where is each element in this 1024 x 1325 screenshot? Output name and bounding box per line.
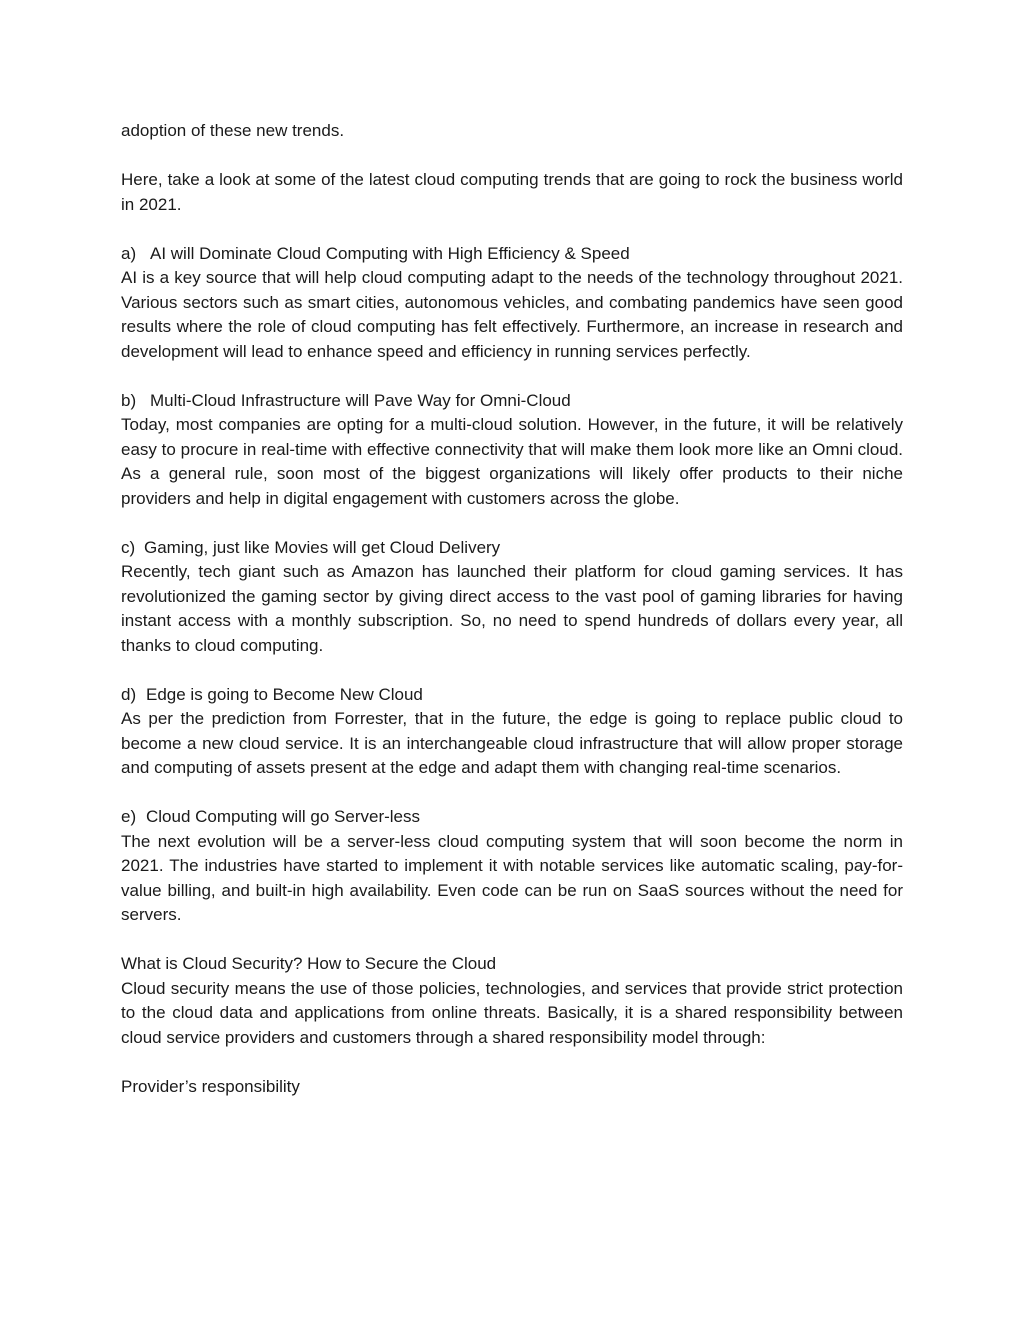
- trend-section-b: [121, 389, 903, 512]
- trend-body-c: Recently, tech giant such as Amazon has launched their platform for cloud gaming services. It has revolutionized the gaming sector by giving direct access to the vast pool of gaming libraries for having instant access with a monthly subscription. So, no need to spend hundreds of dollars every year, all thanks to cloud computing.: [121, 562, 903, 655]
- security-body: Cloud security means the use of those policies, technologies, and services that provide strict protection to the cloud data and applications from online threats. Basically, it is a shared responsibility between cloud service providers and customers through a shared responsibility model through:: [121, 978, 903, 1047]
- document-page: [121, 119, 903, 1124]
- trend-title-c: Gaming, just like Movies will get Cloud Delivery: [144, 537, 501, 557]
- security-section: [121, 952, 903, 1050]
- trend-title-a: AI will Dominate Cloud Computing with High Efficiency & Speed: [150, 243, 630, 263]
- trend-marker-d: d): [121, 684, 137, 704]
- trend-heading-d: [121, 683, 903, 708]
- trend-body-e: The next evolution will be a server-less cloud computing system that will soon become the norm in 2021. The industries have started to implement it with notable services like automatic scaling, pay-for-value billing, and built-in high availability. Even code can be run on SaaS sources without the need for servers.: [121, 831, 903, 924]
- trend-section-e: [121, 805, 903, 928]
- trend-body-b: Today, most companies are opting for a multi-cloud solution. However, in the future, it will be relatively easy to procure in real-time with effective connectivity that will make them look more like an Omni cloud. As a general rule, soon most of the biggest organizations will likely offer products to their niche providers and help in digital engagement with customers across the globe.: [121, 415, 903, 508]
- security-heading: What is Cloud Security? How to Secure the Cloud: [121, 954, 497, 973]
- provider-responsibility-label: Provider’s responsibility: [121, 1076, 300, 1096]
- trend-heading-b: [121, 389, 903, 414]
- trend-marker-b: b): [121, 390, 137, 410]
- trend-heading-e: [121, 805, 903, 830]
- trend-marker-e: e): [121, 807, 137, 826]
- trend-body-d: As per the prediction from Forrester, that in the future, the edge is going to replace public cloud to become a new cloud service. It is an interchangeable cloud infrastructure that will allow proper storage and computing of assets present at the edge and adapt them with changing real-time scenarios.: [121, 709, 903, 777]
- trend-title-d: Edge is going to Become New Cloud: [146, 684, 423, 704]
- trend-title-e: Cloud Computing will go Server-less: [146, 807, 421, 826]
- trend-heading-c: [121, 536, 903, 561]
- trend-marker-a: a): [121, 243, 137, 263]
- trend-title-b: Multi-Cloud Infrastructure will Pave Way for Omni-Cloud: [150, 390, 571, 410]
- trend-marker-c: c): [121, 537, 136, 557]
- trend-section-d: [121, 683, 903, 781]
- trend-section-c: [121, 536, 903, 659]
- intro-lead: Here, take a look at some of the latest cloud computing trends that are going to rock the business world in 2021.: [121, 170, 903, 214]
- trend-body-a: AI is a key source that will help cloud computing adapt to the needs of the technology throughout 2021. Various sectors such as smart cities, autonomous vehicles, and combating pandemics have seen good results where the role of cloud computing has felt effectively. Furthermore, an increase in research and development will lead to enhance speed and efficiency in running services perfectly.: [121, 268, 903, 361]
- trend-section-a: [121, 242, 903, 365]
- trend-heading-a: [121, 242, 903, 267]
- intro-fragment: adoption of these new trends.: [121, 121, 345, 140]
